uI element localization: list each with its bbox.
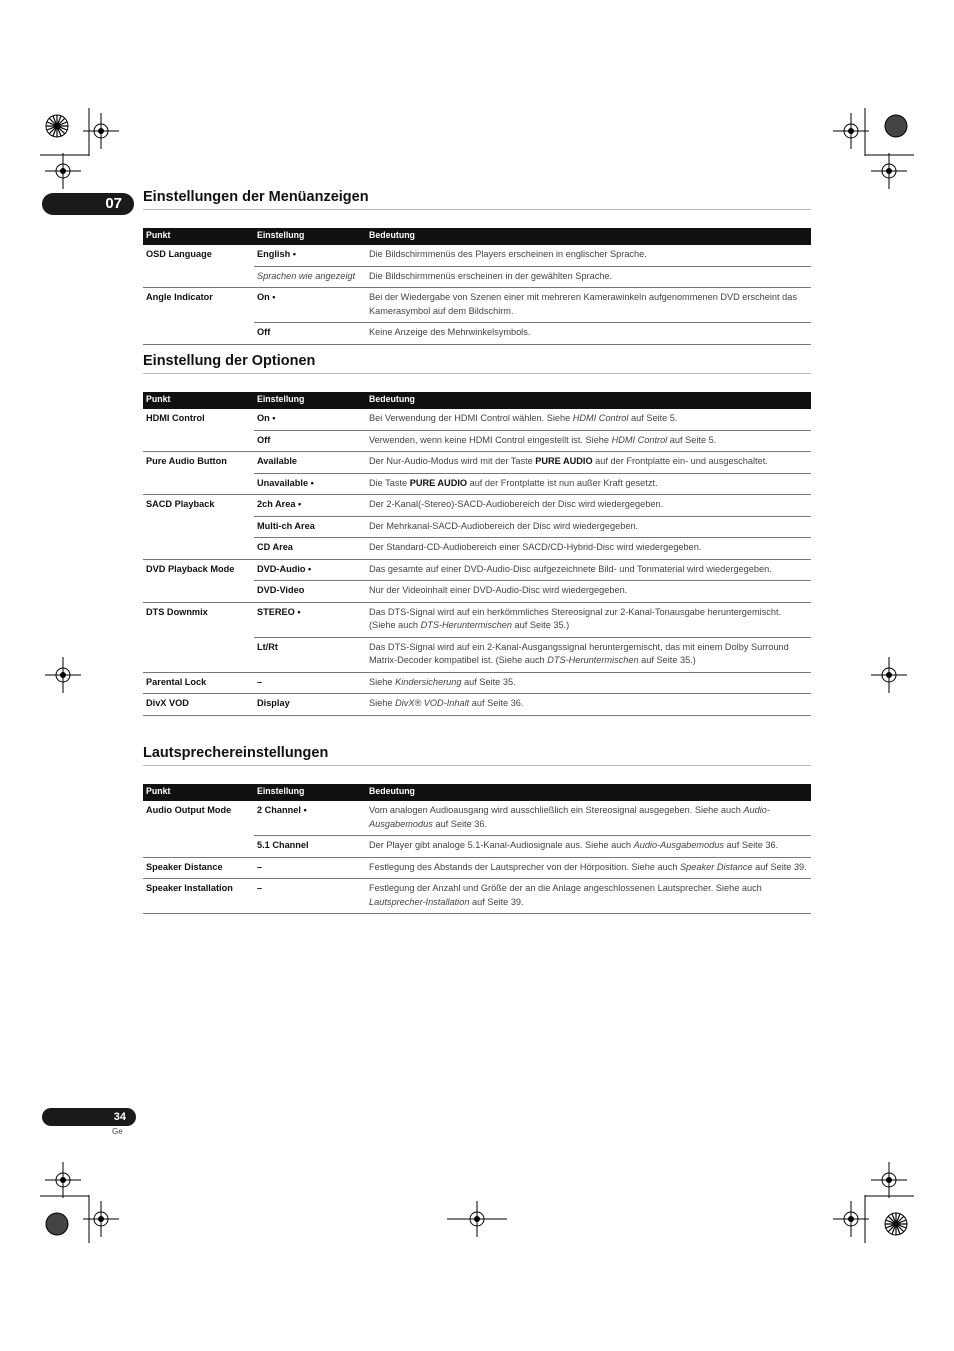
cell-bedeutung: Die Bildschirmmenüs des Players erscheinen in englischer Sprache. xyxy=(366,245,811,266)
reference-text: PURE AUDIO xyxy=(409,477,468,488)
cell-punkt xyxy=(143,836,254,858)
description-text: auf der Frontplatte ein- und ausgeschaltet. xyxy=(592,456,768,466)
description-text: auf Seite 35. xyxy=(461,676,516,687)
table-row xyxy=(143,409,811,430)
cell-bedeutung xyxy=(366,879,811,914)
cell-einstellung: Unavailable • xyxy=(254,473,366,495)
reference-text: DTS-Heruntermischen xyxy=(547,655,639,665)
reference-text: Audio-Ausgabemodus xyxy=(633,840,724,850)
cell-bedeutung xyxy=(366,672,811,694)
cell-bedeutung xyxy=(366,473,811,495)
reference-text: Kindersicherung xyxy=(395,676,462,687)
cell-einstellung: Lt/Rt xyxy=(254,637,366,672)
description-text: auf Seite 5. xyxy=(628,413,678,423)
table-row xyxy=(143,836,811,858)
description-text: auf Seite 35.) xyxy=(511,620,570,630)
cell-einstellung: 2 Channel • xyxy=(254,801,366,836)
description-text: auf Seite 36. xyxy=(723,840,779,850)
description-text: Der Nur-Audio-Modus wird mit der Taste xyxy=(369,456,536,466)
chapter-number-tab: 07 xyxy=(42,193,134,215)
cell-punkt xyxy=(143,323,254,345)
starburst-mark-icon xyxy=(896,1224,897,1225)
registration-target-icon xyxy=(63,171,64,172)
description-text: Festlegung des Abstands der Lautsprecher von der Hörposition. Siehe auch xyxy=(369,861,681,872)
cell-einstellung: – xyxy=(254,672,366,694)
cell-einstellung: Display xyxy=(254,694,366,716)
table-row xyxy=(143,245,811,266)
cell-bedeutung: Nur der Videoinhalt einer DVD-Audio-Disc wird wiedergegeben. xyxy=(366,581,811,603)
cell-punkt: Parental Lock xyxy=(143,672,254,694)
reference-text: Audio-Ausgabemodus xyxy=(369,805,770,829)
table-row xyxy=(143,672,811,694)
description-text: auf Seite 35.) xyxy=(638,655,696,665)
table-row xyxy=(143,452,811,474)
registration-target-icon xyxy=(63,675,64,676)
header-punkt: Punkt xyxy=(143,228,254,245)
table-row xyxy=(143,516,811,538)
settings-table xyxy=(143,228,811,345)
table-row xyxy=(143,801,811,836)
section-title: Einstellung der Optionen xyxy=(143,353,811,374)
description-text: auf Seite 36. xyxy=(469,698,524,708)
cell-punkt: Speaker Distance xyxy=(143,857,254,879)
description-text: auf Seite 5. xyxy=(667,434,717,445)
cell-einstellung: STEREO • xyxy=(254,602,366,637)
cell-punkt: Pure Audio Button xyxy=(146,456,227,466)
cell-einstellung: On • xyxy=(254,409,366,430)
page-number-tab: 34 xyxy=(42,1108,136,1126)
table-row xyxy=(143,857,811,879)
description-text: Das DTS-Signal wird auf ein herkömmliches Stereosignal zur 2-Kanal-Tonausgabe heruntergemischt. (Siehe auch xyxy=(369,606,782,630)
cell-einstellung: – xyxy=(254,857,366,879)
table-row xyxy=(143,602,811,637)
cell-bedeutung xyxy=(366,409,811,430)
cell-bedeutung xyxy=(366,857,811,879)
cell-einstellung: – xyxy=(254,879,366,914)
description-text: Siehe xyxy=(369,676,396,687)
section-speakers xyxy=(143,745,811,914)
table-row xyxy=(143,879,811,914)
section-title: Lautsprechereinstellungen xyxy=(143,745,811,766)
cell-bedeutung: Der Standard-CD-Audiobereich einer SACD/CD-Hybrid-Disc wird wiedergegeben. xyxy=(366,538,811,560)
cell-bedeutung: Keine Anzeige des Mehrwinkelsymbols. xyxy=(366,323,811,345)
registration-target-icon xyxy=(889,1180,890,1181)
table-row xyxy=(143,473,811,495)
cell-bedeutung xyxy=(366,836,811,858)
table-row xyxy=(143,694,811,716)
cell-bedeutung: Der 2-Kanal(-Stereo)-SACD-Audiobereich der Disc wird wiedergegeben. xyxy=(366,495,811,517)
table-row xyxy=(143,495,811,517)
table-header-row xyxy=(143,392,811,409)
settings-table xyxy=(143,784,811,914)
description-text: Verwenden, wenn keine HDMI Control eingestellt ist. Siehe xyxy=(369,434,612,445)
section-title: Einstellungen der Menüanzeigen xyxy=(143,189,811,210)
cell-punkt: DTS Downmix xyxy=(146,606,208,617)
cell-einstellung: 2ch Area • xyxy=(254,495,366,517)
table-row xyxy=(143,637,811,672)
reference-text: Lautsprecher-Installation xyxy=(369,896,470,907)
reference-text: HDMI Control xyxy=(611,434,668,445)
cell-punkt xyxy=(143,516,254,538)
cell-bedeutung xyxy=(366,452,811,474)
description-text: Der Player gibt analoge 5.1-Kanal-Audiosignale aus. Siehe auch xyxy=(369,840,634,850)
cell-bedeutung xyxy=(366,694,811,716)
starburst-mark-icon xyxy=(57,126,58,127)
registration-target-icon xyxy=(101,1219,102,1220)
header-einstellung: Einstellung xyxy=(254,392,366,409)
cell-einstellung: Off xyxy=(254,323,366,345)
description-text: Siehe xyxy=(369,698,396,708)
cell-bedeutung xyxy=(366,801,811,836)
cell-einstellung: Multi-ch Area xyxy=(254,516,366,538)
header-einstellung: Einstellung xyxy=(254,784,366,801)
header-bedeutung: Bedeutung xyxy=(366,784,811,801)
cell-punkt xyxy=(143,538,254,560)
cell-punkt: HDMI Control xyxy=(146,413,205,423)
crop-line-top-left-vertical xyxy=(0,0,1,1)
table-row xyxy=(143,559,811,581)
registration-target-icon xyxy=(889,171,890,172)
cell-bedeutung xyxy=(366,602,811,637)
section-options xyxy=(143,353,811,716)
header-punkt: Punkt xyxy=(143,784,254,801)
table-row xyxy=(143,538,811,560)
description-text: auf Seite 36. xyxy=(432,818,488,829)
table-row xyxy=(143,266,811,288)
cell-bedeutung xyxy=(366,637,811,672)
cell-punkt: DivX VOD xyxy=(143,694,254,716)
table-header-row xyxy=(143,784,811,801)
cell-bedeutung xyxy=(366,430,811,452)
cell-bedeutung: Der Mehrkanal-SACD-Audiobereich der Disc wird wiedergegeben. xyxy=(366,516,811,538)
description-text: Die Taste xyxy=(369,477,410,488)
reference-text: DivX® VOD-Inhalt xyxy=(395,698,470,708)
section-menu-display xyxy=(143,189,811,345)
table-row xyxy=(143,288,811,323)
cell-punkt xyxy=(143,430,254,452)
cell-einstellung: Sprachen wie angezeigt xyxy=(254,266,366,288)
dark-disk-mark-icon xyxy=(57,1224,58,1225)
cell-punkt: OSD Language xyxy=(146,249,212,259)
dark-disk-mark-icon xyxy=(896,126,897,127)
header-bedeutung: Bedeutung xyxy=(366,392,811,409)
registration-target-icon xyxy=(889,675,890,676)
cell-punkt xyxy=(143,266,254,288)
reference-text: DTS-Heruntermischen xyxy=(420,620,512,630)
cell-einstellung: 5.1 Channel xyxy=(254,836,366,858)
reference-text: Speaker Distance xyxy=(680,861,753,872)
description-text: auf Seite 39. xyxy=(469,896,524,907)
description-text: Bei Verwendung der HDMI Control wählen. Siehe xyxy=(369,413,573,423)
registration-target-icon xyxy=(851,131,852,132)
description-text: Festlegung der Anzahl und Größe der an die Anlage angeschlossenen Lautsprecher. Siehe auch xyxy=(369,883,762,893)
registration-target-icon xyxy=(63,1180,64,1181)
cell-punkt: DVD Playback Mode xyxy=(146,563,235,574)
cell-punkt: Speaker Installation xyxy=(143,879,254,914)
registration-target-icon xyxy=(477,1219,478,1220)
description-text: Vom analogen Audioausgang wird ausschließlich ein Stereosignal ausgegeben. Siehe auch xyxy=(369,805,744,815)
cell-einstellung: DVD-Audio • xyxy=(254,559,366,581)
cell-bedeutung: Das gesamte auf einer DVD-Audio-Disc aufgezeichnete Bild- und Tonmaterial wird wiedergegeben. xyxy=(366,559,811,581)
header-bedeutung: Bedeutung xyxy=(366,228,811,245)
table-row xyxy=(143,430,811,452)
cell-einstellung: CD Area xyxy=(254,538,366,560)
cell-punkt: Audio Output Mode xyxy=(146,805,232,815)
cell-punkt xyxy=(143,637,254,672)
table-row xyxy=(143,581,811,603)
cell-punkt: Angle Indicator xyxy=(146,292,213,302)
cell-punkt: SACD Playback xyxy=(146,499,215,509)
description-text: auf der Frontplatte ist nun außer Kraft gesetzt. xyxy=(467,477,658,488)
table-header-row xyxy=(143,228,811,245)
header-einstellung: Einstellung xyxy=(254,228,366,245)
reference-text: HDMI Control xyxy=(572,413,629,423)
reference-text: PURE AUDIO xyxy=(535,456,593,466)
description-text: Das DTS-Signal wird auf ein 2-Kanal-Ausgangssignal heruntergemischt, das mit einem Dolby Surround Matrix-Decoder kompatibel ist. (Siehe auch xyxy=(369,641,789,665)
settings-table xyxy=(143,392,811,716)
cell-einstellung: DVD-Video xyxy=(254,581,366,603)
cell-punkt xyxy=(143,581,254,603)
registration-target-icon xyxy=(101,131,102,132)
page-language: Ge xyxy=(112,1127,123,1136)
table-row xyxy=(143,323,811,345)
cell-bedeutung: Die Bildschirmmenüs erscheinen in der gewählten Sprache. xyxy=(366,266,811,288)
cell-einstellung: Off xyxy=(254,430,366,452)
cell-bedeutung: Bei der Wiedergabe von Szenen einer mit mehreren Kamerawinkeln aufgenommenen DVD erscheint das Kamerasymbol auf dem Bildschirm. xyxy=(366,288,811,323)
cell-punkt xyxy=(143,473,254,495)
cell-einstellung: English • xyxy=(254,245,366,266)
cell-einstellung: Available xyxy=(254,452,366,474)
cell-einstellung: On • xyxy=(254,288,366,323)
description-text: auf Seite 39. xyxy=(752,861,807,872)
registration-target-icon xyxy=(851,1219,852,1220)
header-punkt: Punkt xyxy=(143,392,254,409)
